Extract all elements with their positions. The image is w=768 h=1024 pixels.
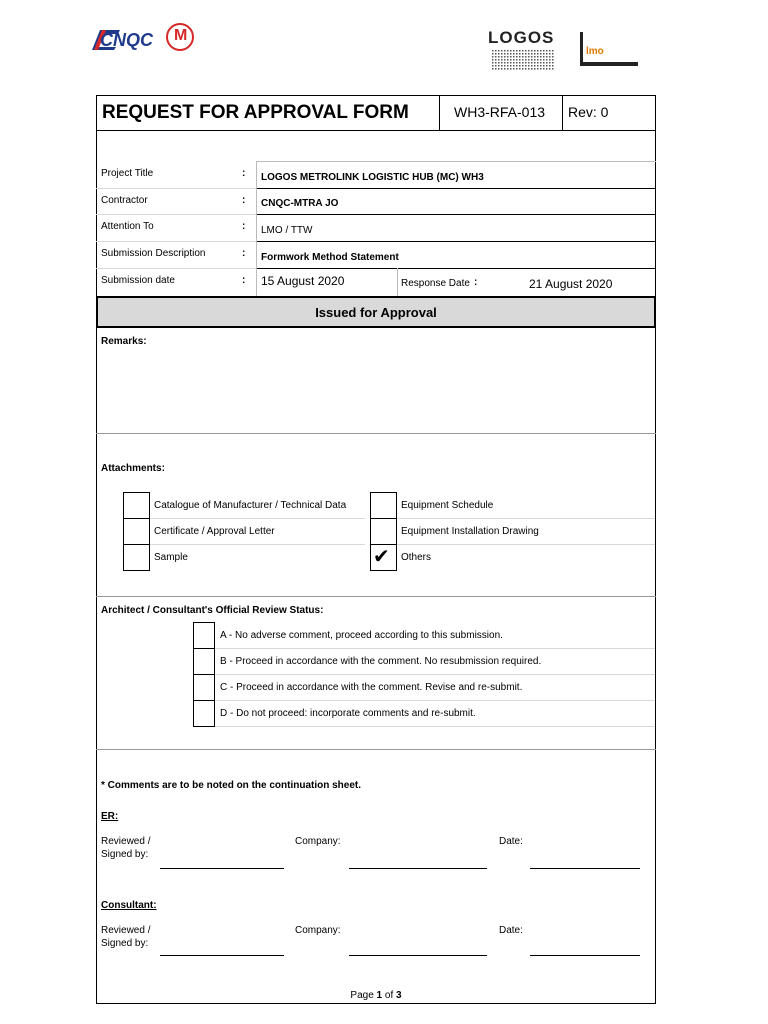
submission-description-colon: : [242, 248, 246, 259]
consultant-company-line[interactable] [349, 955, 487, 956]
consultant-reviewed-label-1: Reviewed / [101, 925, 151, 936]
checkbox-review-b[interactable] [193, 648, 215, 675]
er-signature-line[interactable] [160, 868, 284, 869]
attachment-certificate-label: Certificate / Approval Letter [154, 526, 275, 537]
er-company-line[interactable] [349, 868, 487, 869]
page-number [96, 990, 656, 1001]
attention-to-label: Attention To [101, 221, 154, 232]
response-date-value: 21 August 2020 [529, 277, 613, 291]
checkbox-review-a[interactable] [193, 622, 215, 649]
checkbox-catalogue[interactable] [123, 492, 150, 519]
comments-note: * Comments are to be noted on the continuation sheet. [101, 780, 362, 791]
page-separator: of [382, 990, 397, 1001]
consultant-date-line[interactable] [530, 955, 640, 956]
response-date-colon: : [474, 277, 478, 288]
review-option-a: A - No adverse comment, proceed according to this submission. [220, 630, 503, 641]
page-total: 3 [396, 990, 402, 1001]
checkbox-review-c[interactable] [193, 674, 215, 701]
logos-dot-pattern [492, 50, 554, 70]
attention-to-value: LMO / TTW [261, 225, 313, 236]
remarks-label: Remarks: [101, 336, 147, 347]
consultant-reviewed-label-2: Signed by: [101, 938, 149, 949]
review-option-d: D - Do not proceed: incorporate comments and re-submit. [220, 708, 476, 719]
attachment-sample-label: Sample [154, 552, 188, 563]
checkbox-sample[interactable] [123, 544, 150, 571]
cnqc-logo [90, 22, 200, 62]
attachment-catalogue-label: Catalogue of Manufacturer / Technical Data [154, 500, 347, 511]
page-prefix: Page [350, 990, 377, 1001]
consultant-heading: Consultant: [101, 900, 157, 911]
page-current: 1 [376, 990, 383, 1001]
cnqc-brand-text: CNQC [100, 30, 153, 50]
form-revision: Rev: 0 [568, 104, 609, 120]
project-title-label: Project Title [101, 168, 154, 179]
er-date-line[interactable] [530, 868, 640, 869]
status-banner-text: Issued for Approval [315, 305, 437, 320]
er-reviewed-label-1: Reviewed / [101, 836, 151, 847]
submission-description-value: Formwork Method Statement [261, 252, 399, 263]
form-title: REQUEST FOR APPROVAL FORM [102, 102, 409, 123]
project-title-value: LOGOS METROLINK LOGISTIC HUB (MC) WH3 [261, 172, 484, 183]
lmo-logo [578, 32, 640, 68]
contractor-label: Contractor [101, 195, 148, 206]
review-status-label: Architect / Consultant's Official Review Status: [101, 605, 324, 616]
er-date-label: Date: [499, 836, 523, 847]
er-company-label: Company: [295, 836, 341, 847]
submission-date-value: 15 August 2020 [261, 274, 345, 288]
attachment-equipment-drawing-label: Equipment Installation Drawing [401, 526, 539, 537]
review-option-b: B - Proceed in accordance with the comment. No resubmission required. [220, 656, 542, 667]
lmo-mark-text: lmo [586, 46, 604, 57]
attachments-label: Attachments: [101, 463, 165, 474]
checkbox-equipment-drawing[interactable] [370, 518, 397, 545]
contractor-colon: : [242, 195, 246, 206]
logos-brand-text: LOGOS [488, 28, 555, 47]
submission-date-colon: : [242, 275, 246, 286]
form-code: WH3-RFA-013 [454, 104, 546, 120]
status-banner [96, 296, 656, 328]
response-date-label: Response Date [401, 278, 470, 289]
checkbox-certificate[interactable] [123, 518, 150, 545]
checkbox-others[interactable] [370, 544, 397, 571]
attention-to-colon: : [242, 221, 246, 232]
checkbox-equipment-schedule[interactable] [370, 492, 397, 519]
attachment-equipment-schedule-label: Equipment Schedule [401, 500, 494, 511]
contractor-value: CNQC-MTRA JO [261, 198, 339, 209]
er-reviewed-label-2: Signed by: [101, 849, 149, 860]
submission-date-label: Submission date [101, 275, 175, 286]
checkbox-review-d[interactable] [193, 700, 215, 727]
attachment-others-label: Others [401, 552, 432, 563]
submission-description-label: Submission Description [101, 248, 206, 259]
consultant-date-label: Date: [499, 925, 523, 936]
review-option-c: C - Proceed in accordance with the comment. Revise and re-submit. [220, 682, 523, 693]
check-mark-icon: ✔ [373, 546, 390, 568]
er-heading: ER: [101, 811, 119, 822]
project-title-colon: : [242, 168, 246, 179]
consultant-company-label: Company: [295, 925, 341, 936]
logos-logo [488, 28, 558, 73]
cnqc-seal [166, 23, 194, 51]
cnqc-seal-letter: M [174, 27, 188, 44]
consultant-signature-line[interactable] [160, 955, 284, 956]
